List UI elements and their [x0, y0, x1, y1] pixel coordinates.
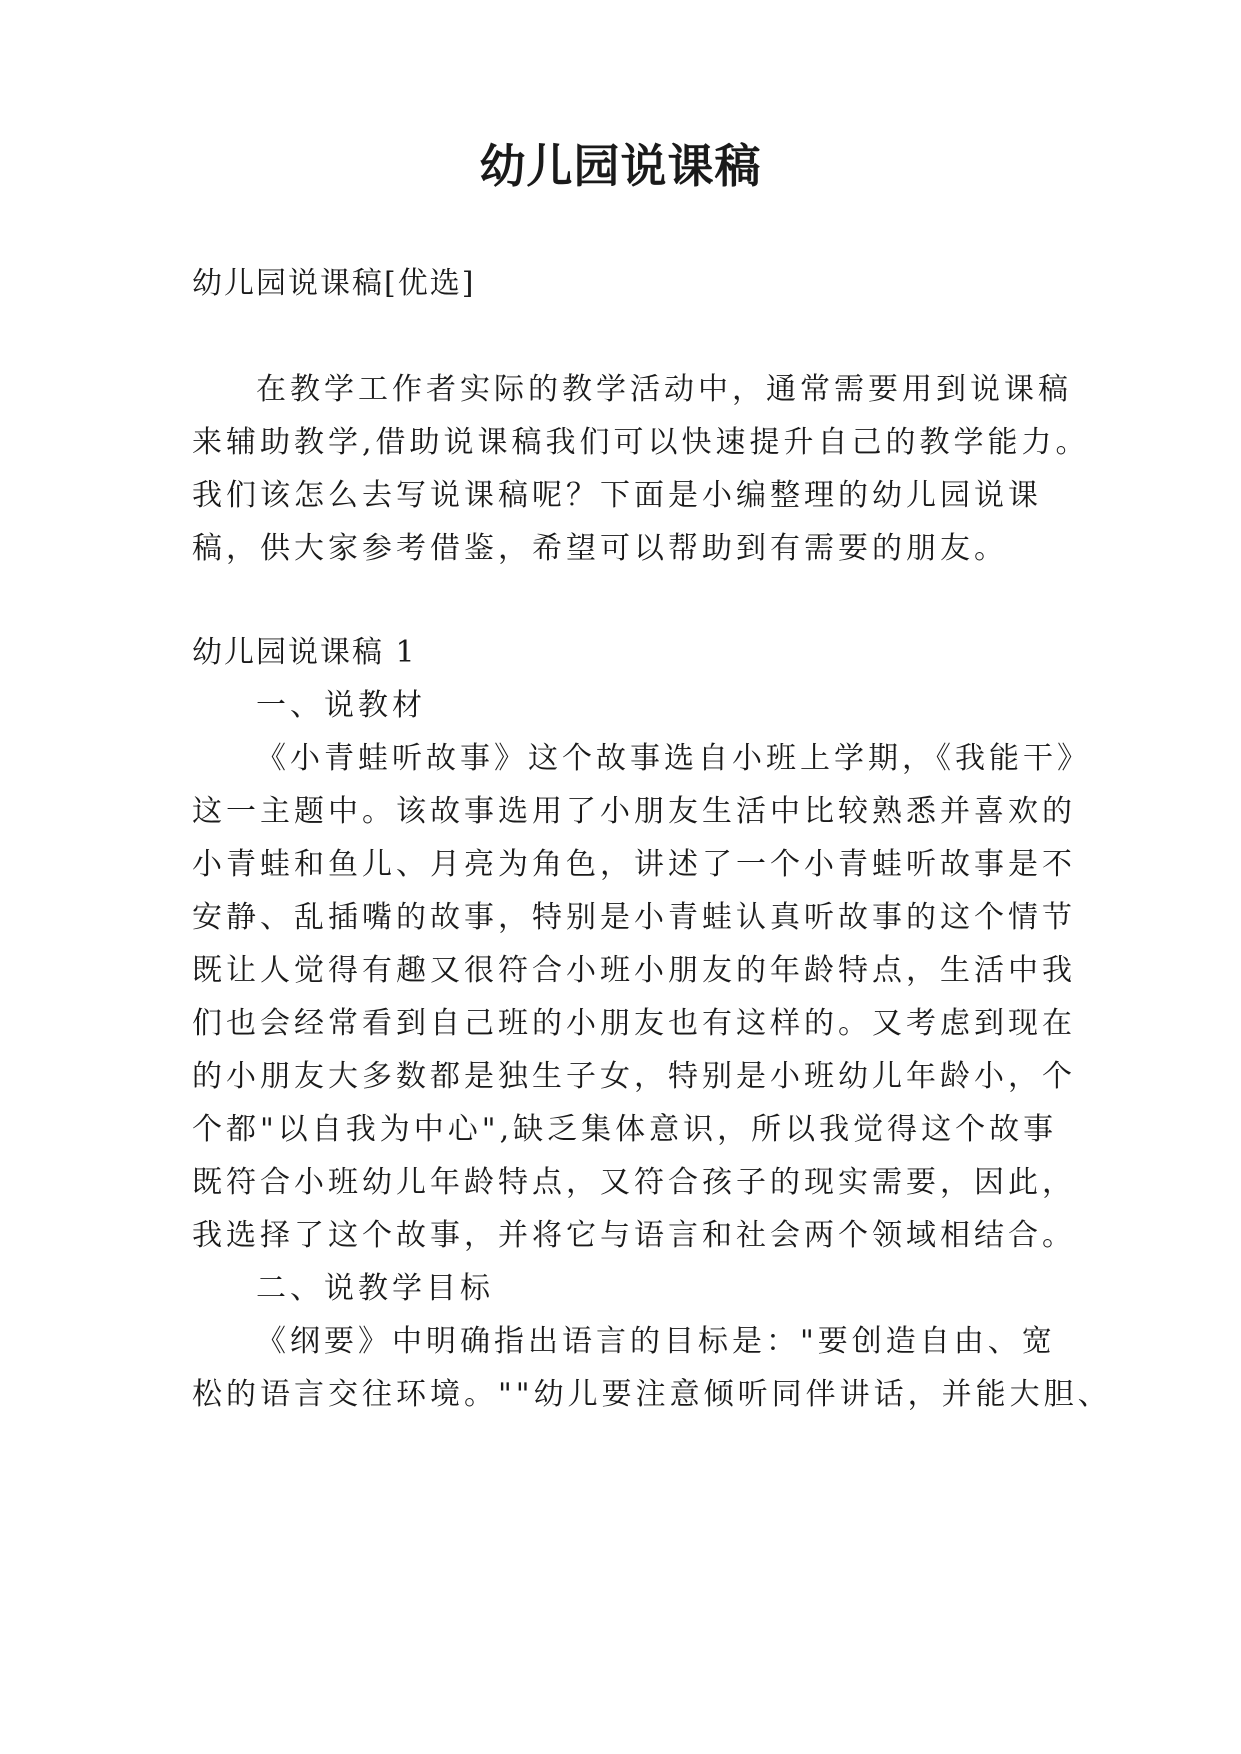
paragraph-line: 我选择了这个故事，并将它与语言和社会两个领域相结合。	[192, 1218, 1076, 1253]
paragraph-line: 松的语言交往环境。""幼儿要注意倾听同伴讲话，并能大胆、	[192, 1377, 1112, 1412]
paragraph-line: 这一主题中。该故事选用了小朋友生活中比较熟悉并喜欢的	[192, 794, 1076, 829]
paragraph-line: 既让人觉得有趣又很符合小班小朋友的年龄特点，生活中我	[192, 953, 1076, 988]
paragraph-line: 稿，供大家参考借鉴，希望可以帮助到有需要的朋友。	[192, 531, 1008, 566]
section-title: 幼儿园说课稿 1	[192, 635, 417, 670]
section-heading: 二、说教学目标	[256, 1271, 494, 1306]
paragraph-line: 《纲要》中明确指出语言的目标是："要创造自由、宽	[256, 1324, 1056, 1359]
paragraph-line: 《小青蛙听故事》这个故事选自小班上学期，《我能干》	[256, 741, 1091, 776]
paragraph-line: 小青蛙和鱼儿、月亮为角色，讲述了一个小青蛙听故事是不	[192, 847, 1076, 882]
paragraph-line: 安静、乱插嘴的故事，特别是小青蛙认真听故事的这个情节	[192, 900, 1076, 935]
paragraph-line: 在教学工作者实际的教学活动中，通常需要用到说课稿	[256, 372, 1072, 407]
paragraph-line: 来辅助教学,借助说课稿我们可以快速提升自己的教学能力。	[192, 425, 1090, 460]
paragraph-line: 们也会经常看到自己班的小朋友也有这样的。又考虑到现在	[192, 1006, 1076, 1041]
document-title: 幼儿园说课稿	[479, 139, 762, 193]
paragraph-line: 既符合小班幼儿年龄特点，又符合孩子的现实需要，因此，	[192, 1165, 1076, 1200]
paragraph-line: 我们该怎么去写说课稿呢？下面是小编整理的幼儿园说课	[192, 478, 1042, 513]
section-heading: 一、说教材	[256, 688, 426, 723]
document-subtitle: 幼儿园说课稿[优选]	[192, 266, 476, 301]
paragraph-line: 个都"以自我为中心",缺乏集体意识，所以我觉得这个故事	[192, 1112, 1058, 1147]
paragraph-line: 的小朋友大多数都是独生子女，特别是小班幼儿年龄小，个	[192, 1059, 1076, 1094]
